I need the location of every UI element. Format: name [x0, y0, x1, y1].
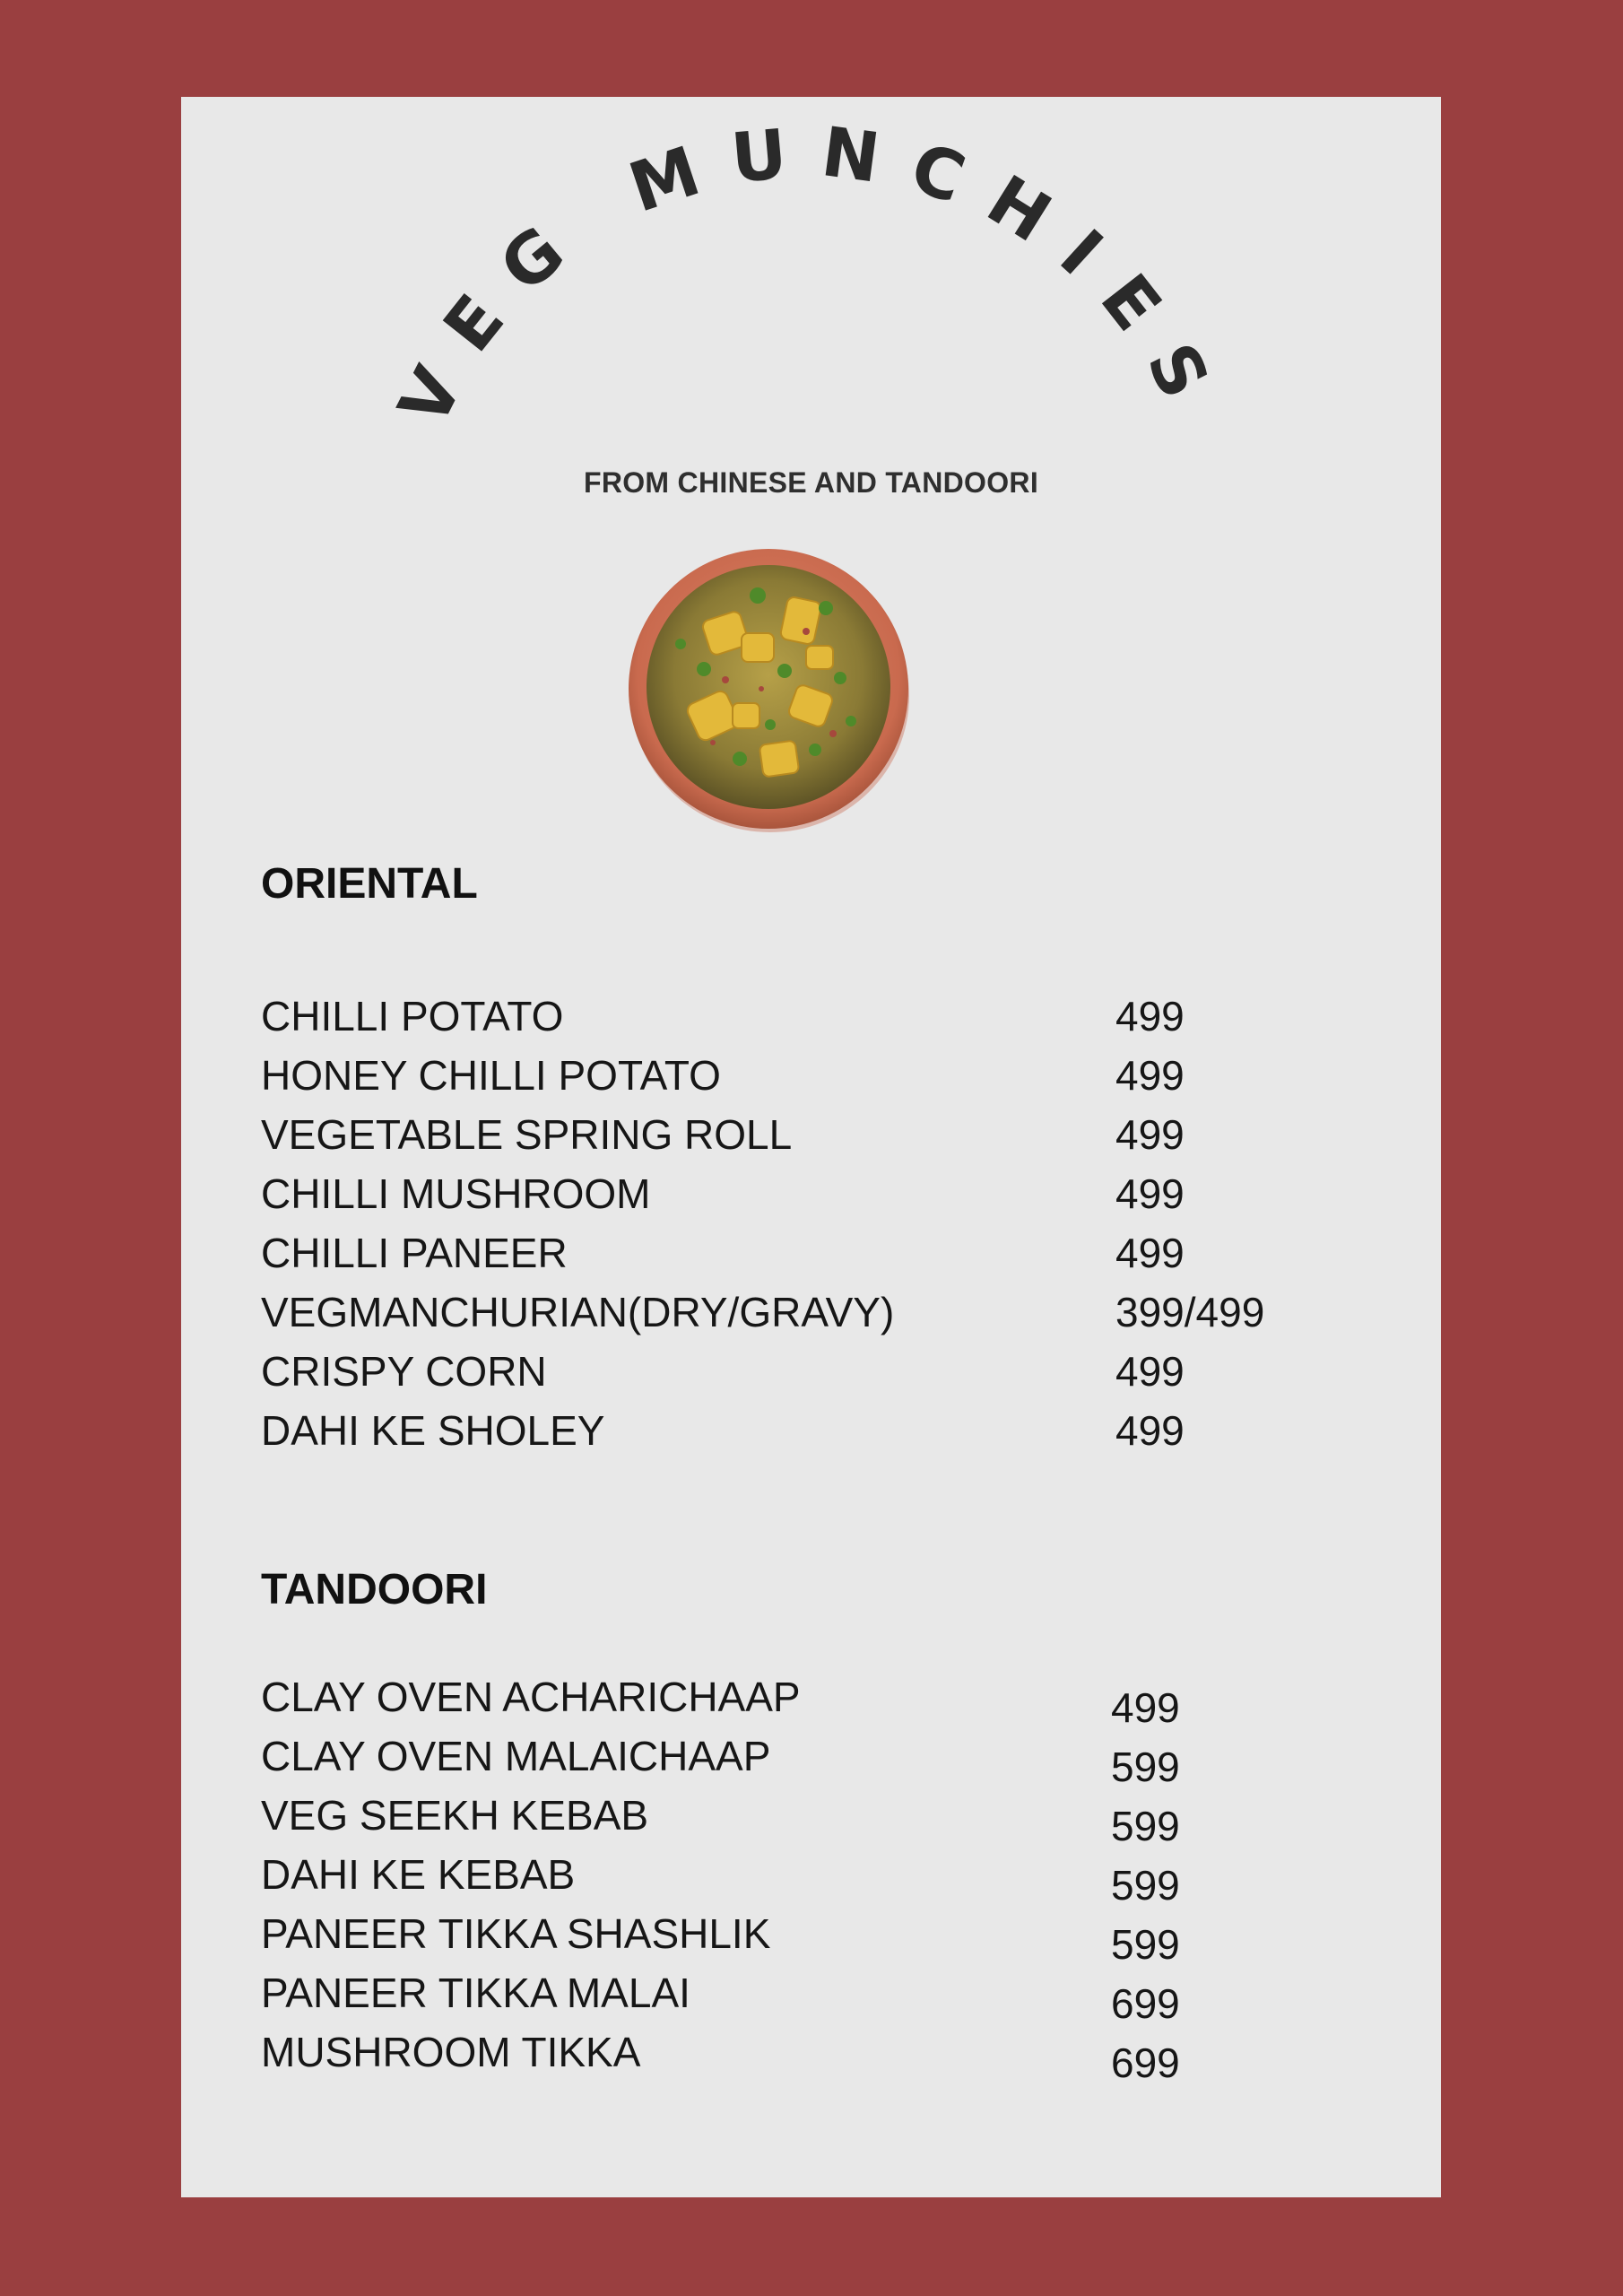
- oriental-menu-list: [261, 987, 1382, 1460]
- menu-item-name: CHILLI POTATO: [261, 993, 564, 1039]
- menu-item-price: 499: [1115, 1111, 1185, 1158]
- menu-item-price: 399/499: [1115, 1289, 1265, 1335]
- menu-item: [261, 1283, 1382, 1342]
- menu-item-price: 499: [1115, 993, 1185, 1039]
- menu-item-price: 499: [1115, 1348, 1185, 1395]
- menu-item-price: 599: [1111, 1803, 1180, 1849]
- menu-title: VEG MUNCHIES: [383, 110, 1238, 439]
- menu-item-name: CLAY OVEN MALAICHAAP: [261, 1733, 771, 1779]
- menu-item: [261, 1164, 1382, 1223]
- menu-item-price: 499: [1115, 1170, 1185, 1217]
- menu-item: [261, 2022, 1382, 2086]
- menu-item-name: CHILLI MUSHROOM: [261, 1170, 651, 1217]
- menu-item-price: 599: [1111, 1862, 1180, 1909]
- menu-item-price: 699: [1111, 2039, 1180, 2086]
- menu-item: [261, 1845, 1382, 1909]
- tandoori-menu-list: [261, 1667, 1382, 2086]
- section-title-oriental: ORIENTAL: [261, 860, 478, 908]
- menu-item-name: CRISPY CORN: [261, 1348, 547, 1395]
- menu-item-name: VEGETABLE SPRING ROLL: [261, 1111, 793, 1158]
- menu-item: [261, 987, 1382, 1046]
- menu-item-name: CLAY OVEN ACHARICHAAP: [261, 1674, 801, 1720]
- menu-item-price: 599: [1111, 1744, 1180, 1790]
- menu-item: [261, 1963, 1382, 2027]
- menu-item-price: 499: [1115, 1407, 1185, 1454]
- dish-image: [627, 545, 914, 832]
- menu-item: [261, 1726, 1382, 1790]
- menu-item-price: 499: [1115, 1230, 1185, 1276]
- menu-item-name: VEGMANCHURIAN(DRY/GRAVY): [261, 1289, 895, 1335]
- menu-item-name: DAHI KE SHOLEY: [261, 1407, 605, 1454]
- menu-item-name: DAHI KE KEBAB: [261, 1851, 576, 1898]
- menu-item-name: PANEER TIKKA SHASHLIK: [261, 1910, 771, 1957]
- menu-item: [261, 1223, 1382, 1283]
- menu-item: [261, 1401, 1382, 1460]
- menu-item-name: HONEY CHILLI POTATO: [261, 1052, 721, 1099]
- menu-item-price: 599: [1111, 1921, 1180, 1968]
- menu-item-price: 499: [1115, 1052, 1185, 1099]
- menu-item: [261, 1105, 1382, 1164]
- menu-item: [261, 1046, 1382, 1105]
- menu-item-price: 499: [1111, 1684, 1180, 1731]
- menu-item-name: PANEER TIKKA MALAI: [261, 1970, 690, 2016]
- section-title-tandoori: TANDOORI: [261, 1566, 488, 1613]
- menu-item-name: CHILLI PANEER: [261, 1230, 568, 1276]
- menu-item-name: MUSHROOM TIKKA: [261, 2029, 641, 2075]
- menu-item: [261, 1786, 1382, 1849]
- menu-subtitle: FROM CHINESE AND TANDOORI: [583, 466, 1039, 499]
- menu-item-name: VEG SEEKH KEBAB: [261, 1792, 649, 1839]
- menu-item: [261, 1342, 1382, 1401]
- menu-item: [261, 1904, 1382, 1968]
- svg-text:VEG MUNCHIES: [383, 111, 1238, 438]
- menu-item-price: 699: [1111, 1980, 1180, 2027]
- menu-card: [181, 97, 1441, 2197]
- menu-item: [261, 1667, 1382, 1731]
